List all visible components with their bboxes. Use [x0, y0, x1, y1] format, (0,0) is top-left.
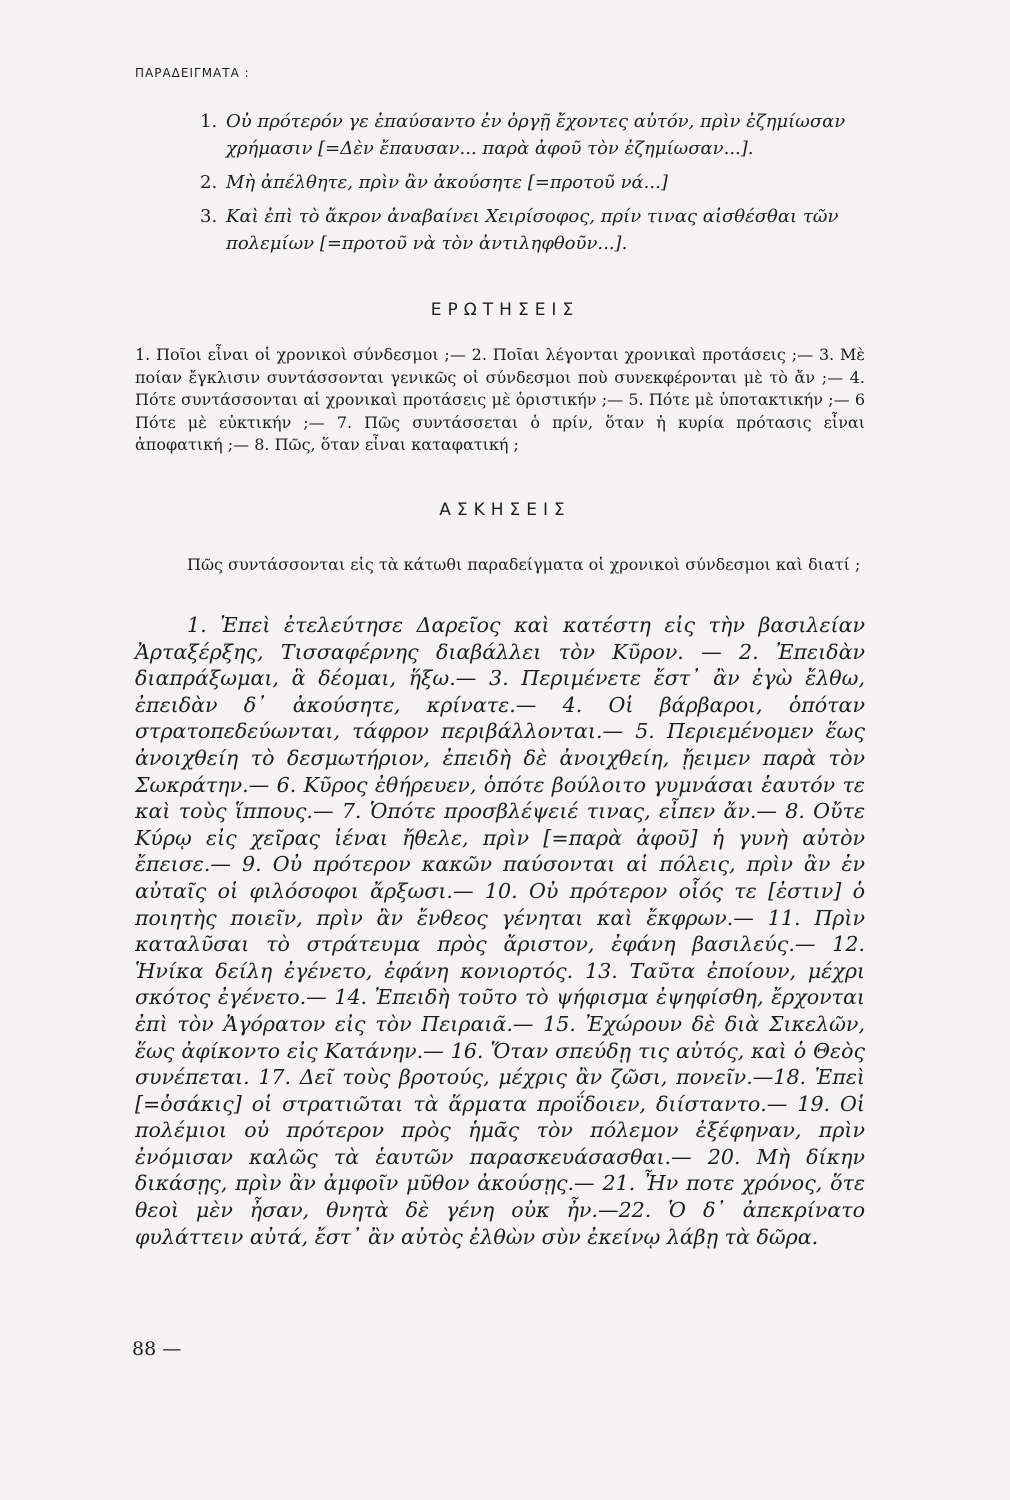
example-text: Μὴ ἀπέλθητε, πρὶν ἂν ἀκούσητε [=προτοῦ νά...] [226, 172, 668, 193]
exercises-paragraph: 1. Ἐπεὶ ἐτελεύτησε Δαρεῖος καὶ κατέστη εἰς τὴν βασιλείαν Ἀρταξέρξης, Τισσαφέρνης διαβάλλει τὸν Κῦρον. — 2. Ἐπειδὰν διαπράξωμαι, ἃ δέομαι, ἥξω.— 3. Περιμένετε ἔστ᾽ ἂν ἐγὼ ἔλθω, ἐπειδὰν δ᾽ ἀκούσητε, κρίνατε.— 4. Οἱ βάρβαροι, ὁπόταν στρατοπεδεύωνται, τάφρον περιβάλλονται.— 5. Περιεμένομεν ἕως ἀνοιχθείη τὸ δεσμωτήριον, ἐπειδὴ δὲ ἀνοιχθείη, ᾔειμεν παρὰ τὸν Σωκράτην.— 6. Κῦρος ἐθήρευεν, ὁπότε βούλοιτο γυμνάσαι ἑαυτόν τε καὶ τοὺς ἵππους.— 7. Ὁπότε προσβλέψειέ τινας, εἶπεν ἄν.— 8. Οὔτε Κύρῳ εἰς χεῖρας ἰέναι ἤθελε, πρὶν [=παρὰ ἀφοῦ] ἡ γυνὴ αὐτὸν ἔπεισε.— 9. Οὐ πρότερον κακῶν παύσονται αἱ πόλεις, πρὶν ἂν ἐν αὐταῖς οἱ φιλόσοφοι ἄρξωσι.— 10. Οὐ πρότερον οἷός τε [ἐστιν] ὁ ποιητὴς ποιεῖν, πρὶν ἂν ἔνθεος γένηται καὶ ἔκφρων.— 11. Πρὶν καταλῦσαι τὸ στράτευμα πρὸς ἄριστον, ἐφάνη βασιλεύς.— 12. Ἡνίκα δείλη ἐγένετο, ἐφάνη κονιορτός. 13. Ταῦτα ἐποίουν, μέχρι σκότος ἐγένετο.— 14. Ἐπειδὴ τοῦτο τὸ ψήφισμα ἐψηφίσθη, ἔρχονται ἐπὶ τὸν Ἀγόρατον εἰς τὸν Πειραιᾶ.— 15. Ἐχώρουν δὲ διὰ Σικελῶν, ἕως ἀφίκοντο εἰς Κατάνην.— 16. Ὅταν σπεύδῃ τις αὐτός, καὶ ὁ Θεὸς συνέπεται. 17. Δεῖ τοὺς βροτούς, μέχρις ἂν ζῶσι, πονεῖν.—18. Ἐπεὶ [=ὁσάκις] οἱ στρατιῶται τὰ ἅρματα προΐδοιεν, διίσταντο.— 19. Οἱ πολέμιοι οὐ πρότερον πρὸς ἡμᾶς τὸν πόλεμον ἐξέφηναν, πρὶν ἐνόμισαν καλῶς τὰ ἑαυτῶν παρασκευάσασθαι.— 20. Μὴ δίκην δικάσῃς, πρὶν ἂν ἀμφοῖν μῦθον ἀκούσῃς.— 21. Ἦν ποτε χρόνος, ὅτε θεοὶ μὲν ἦσαν, θνητὰ δὲ γένη οὐκ ἦν.—22. Ὁ δ᾽ ἀπεκρίνατο φυλάττειν αὐτά, ἔστ᾽ ἂν αὐτὸς ἐλθὼν σὺν ἐκείνῳ λάβῃ τὰ δῶρα. [135, 613, 865, 1249]
exercise-intro: Πῶς συντάσσονται εἰς τὰ κάτωθι παραδείγματα οἱ χρονικοὶ σύνδεσμοι καὶ διατί ; [187, 555, 861, 574]
example-item [200, 108, 880, 162]
example-item [200, 169, 880, 196]
example-number: 1. [200, 111, 218, 132]
questions-heading: ΕΡΩΤΗΣΕΙΣ [430, 300, 580, 320]
examples-list [200, 108, 880, 264]
example-number: 3. [200, 206, 218, 227]
exercises-heading: ΑΣΚΗΣΕΙΣ [439, 500, 571, 520]
example-number: 2. [200, 172, 218, 193]
running-head: ΠΑΡΑΔΕΙΓΜΑΤΑ : [135, 66, 250, 80]
example-item [200, 203, 880, 257]
page-number: 88 — [132, 1338, 182, 1360]
example-text: Καὶ ἐπὶ τὸ ἄκρον ἀναβαίνει Χειρίσοφος, πρίν τινας αἰσθέσθαι τῶν πολεμίων [=προτοῦ νὰ τὸν ἀντιληφθοῦν...]. [226, 206, 839, 254]
example-text: Οὐ πρότερόν γε ἐπαύσαντο ἐν ὀργῇ ἔχοντες αὐτόν, πρὶν ἐζημίωσαν χρήμασιν [=Δὲν ἔπαυσαν... παρὰ ἀφοῦ τὸν ἐζημίωσαν...]. [226, 111, 846, 159]
questions-paragraph: 1. Ποῖοι εἶναι οἱ χρονικοὶ σύνδεσμοι ;— 2. Ποῖαι λέγονται χρονικαὶ προτάσεις ;— 3. Μὲ ποίαν ἔγκλισιν συντάσσονται γενικῶς οἱ σύνδεσμοι ποὺ συνεκφέρονται μὲ τὸ ἄν ;— 4. Πότε συντάσσονται αἱ χρονικαὶ προτάσεις μὲ ὁριστικήν ;— 5. Πότε μὲ ὑποτακτικήν ;— 6 Πότε μὲ εὐκτικήν ;— 7. Πῶς συντάσσεται ὁ πρίν, ὅταν ἡ κυρία πρότασις εἶναι ἀποφατική ;— 8. Πῶς, ὅταν εἶναι καταφατική ; [135, 345, 865, 454]
